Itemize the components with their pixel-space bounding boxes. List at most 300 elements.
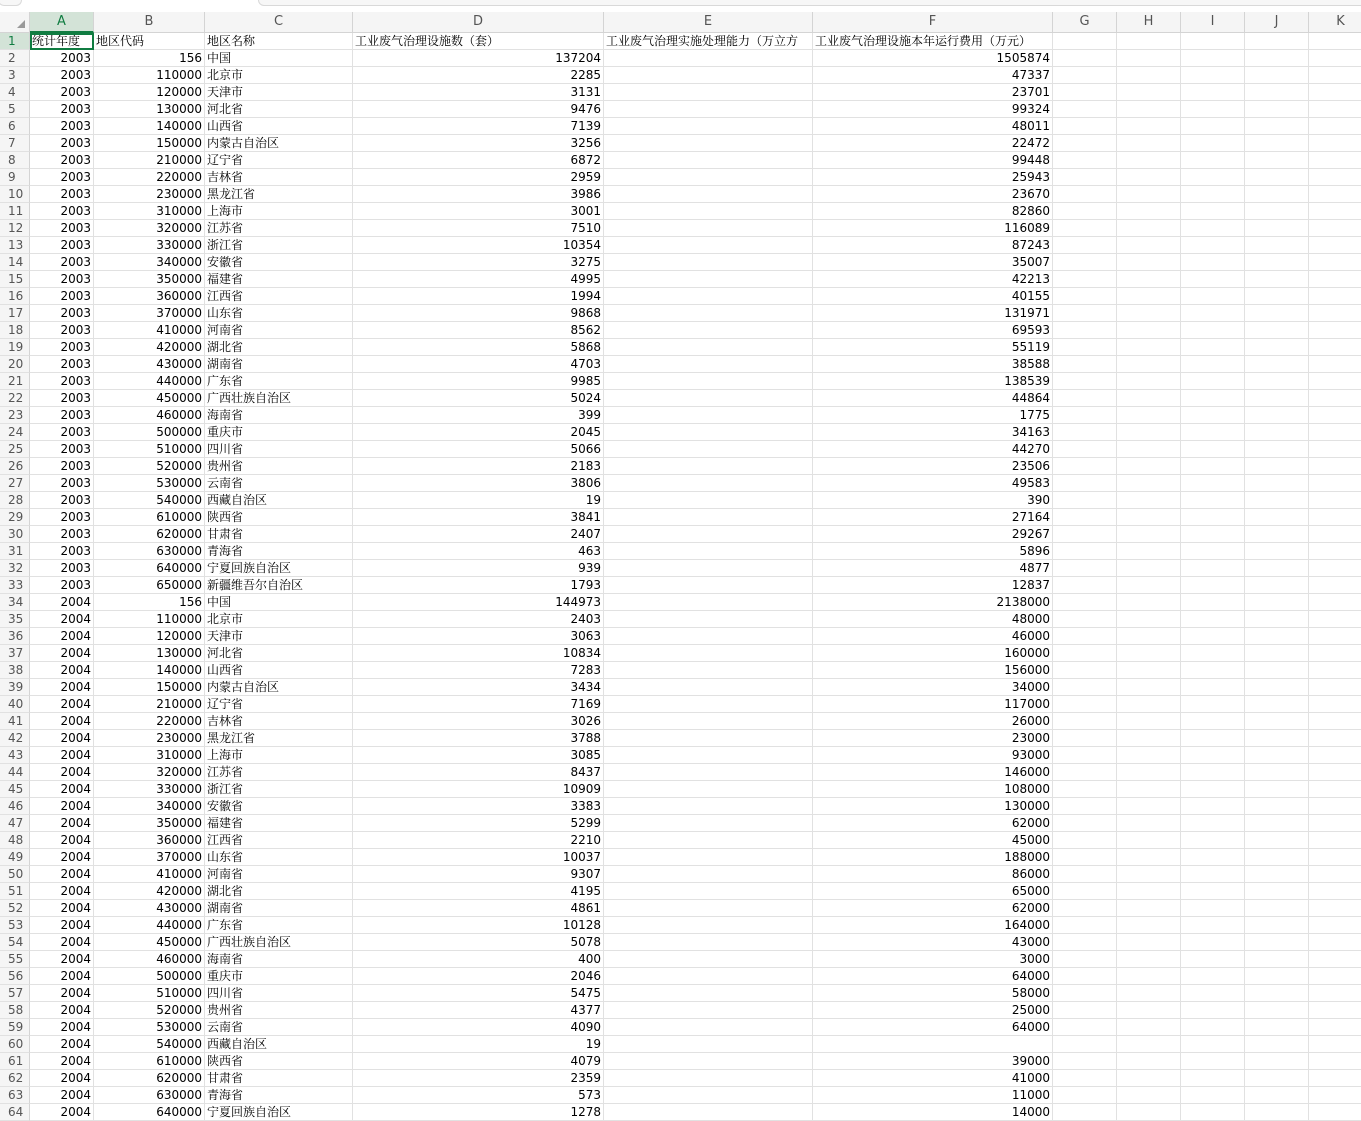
data-cell[interactable] <box>1181 594 1245 611</box>
row-header[interactable]: 1 <box>0 33 30 50</box>
data-cell[interactable]: 2004 <box>30 934 94 951</box>
data-cell[interactable]: 460000 <box>94 951 205 968</box>
data-cell[interactable]: 26000 <box>813 713 1053 730</box>
data-cell[interactable] <box>1309 577 1361 594</box>
data-cell[interactable] <box>1117 781 1181 798</box>
data-cell[interactable]: 2285 <box>353 67 604 84</box>
data-cell[interactable]: 2004 <box>30 968 94 985</box>
data-cell[interactable] <box>604 594 813 611</box>
data-cell[interactable]: 3841 <box>353 509 604 526</box>
header-cell[interactable] <box>1053 33 1117 50</box>
row-header[interactable]: 47 <box>0 815 30 832</box>
data-cell[interactable]: 海南省 <box>205 951 353 968</box>
data-cell[interactable] <box>1053 254 1117 271</box>
data-cell[interactable] <box>1245 883 1309 900</box>
data-cell[interactable]: 5896 <box>813 543 1053 560</box>
data-cell[interactable] <box>604 1019 813 1036</box>
data-cell[interactable] <box>1245 458 1309 475</box>
data-cell[interactable] <box>1117 509 1181 526</box>
row-header[interactable]: 20 <box>0 356 30 373</box>
data-cell[interactable] <box>604 220 813 237</box>
data-cell[interactable]: 530000 <box>94 475 205 492</box>
data-cell[interactable]: 45000 <box>813 832 1053 849</box>
data-cell[interactable] <box>1245 662 1309 679</box>
column-header-c[interactable]: C <box>205 12 353 32</box>
data-cell[interactable] <box>1181 1019 1245 1036</box>
column-header-j[interactable]: J <box>1245 12 1309 32</box>
data-cell[interactable]: 58000 <box>813 985 1053 1002</box>
header-cell[interactable]: 工业废气治理设施本年运行费用（万元） <box>813 33 1053 50</box>
data-cell[interactable]: 86000 <box>813 866 1053 883</box>
data-cell[interactable]: 3063 <box>353 628 604 645</box>
data-cell[interactable] <box>604 475 813 492</box>
data-cell[interactable] <box>1309 951 1361 968</box>
data-cell[interactable] <box>1245 781 1309 798</box>
data-cell[interactable] <box>1117 832 1181 849</box>
data-cell[interactable]: 29267 <box>813 526 1053 543</box>
data-cell[interactable] <box>1245 441 1309 458</box>
data-cell[interactable] <box>1245 186 1309 203</box>
data-cell[interactable]: 2003 <box>30 492 94 509</box>
data-cell[interactable]: 46000 <box>813 628 1053 645</box>
data-cell[interactable] <box>1309 339 1361 356</box>
data-cell[interactable] <box>1053 84 1117 101</box>
data-cell[interactable]: 4377 <box>353 1002 604 1019</box>
data-cell[interactable] <box>1245 1104 1309 1121</box>
data-cell[interactable]: 450000 <box>94 390 205 407</box>
data-cell[interactable]: 河北省 <box>205 101 353 118</box>
data-cell[interactable]: 2210 <box>353 832 604 849</box>
data-cell[interactable]: 吉林省 <box>205 169 353 186</box>
data-cell[interactable] <box>604 424 813 441</box>
data-cell[interactable]: 12837 <box>813 577 1053 594</box>
column-header-g[interactable]: G <box>1053 12 1117 32</box>
data-cell[interactable] <box>1053 985 1117 1002</box>
data-cell[interactable]: 10834 <box>353 645 604 662</box>
header-cell[interactable]: 工业废气治理设施数（套） <box>353 33 604 50</box>
data-cell[interactable] <box>1117 577 1181 594</box>
data-cell[interactable] <box>1053 883 1117 900</box>
data-cell[interactable]: 广西壮族自治区 <box>205 934 353 951</box>
data-cell[interactable] <box>1181 339 1245 356</box>
data-cell[interactable]: 2004 <box>30 1087 94 1104</box>
row-header[interactable]: 62 <box>0 1070 30 1087</box>
data-cell[interactable] <box>1117 441 1181 458</box>
data-cell[interactable]: 65000 <box>813 883 1053 900</box>
data-cell[interactable]: 浙江省 <box>205 237 353 254</box>
data-cell[interactable]: 44864 <box>813 390 1053 407</box>
data-cell[interactable]: 山西省 <box>205 662 353 679</box>
data-cell[interactable] <box>1053 645 1117 662</box>
data-cell[interactable]: 2004 <box>30 1053 94 1070</box>
data-cell[interactable] <box>1245 1002 1309 1019</box>
data-cell[interactable]: 27164 <box>813 509 1053 526</box>
data-cell[interactable] <box>1309 968 1361 985</box>
data-cell[interactable] <box>1117 968 1181 985</box>
data-cell[interactable] <box>1181 628 1245 645</box>
data-cell[interactable] <box>1053 305 1117 322</box>
data-cell[interactable]: 430000 <box>94 356 205 373</box>
data-cell[interactable]: 广东省 <box>205 373 353 390</box>
row-header[interactable]: 35 <box>0 611 30 628</box>
data-cell[interactable]: 9307 <box>353 866 604 883</box>
row-header[interactable]: 27 <box>0 475 30 492</box>
data-cell[interactable] <box>604 288 813 305</box>
data-cell[interactable]: 23506 <box>813 458 1053 475</box>
data-cell[interactable] <box>1053 849 1117 866</box>
data-cell[interactable]: 350000 <box>94 271 205 288</box>
data-cell[interactable]: 2003 <box>30 560 94 577</box>
data-cell[interactable]: 230000 <box>94 186 205 203</box>
data-cell[interactable] <box>1053 407 1117 424</box>
data-cell[interactable] <box>1309 611 1361 628</box>
data-cell[interactable] <box>604 526 813 543</box>
row-header[interactable]: 14 <box>0 254 30 271</box>
data-cell[interactable] <box>604 203 813 220</box>
data-cell[interactable]: 湖南省 <box>205 900 353 917</box>
data-cell[interactable]: 2004 <box>30 645 94 662</box>
data-cell[interactable] <box>1309 985 1361 1002</box>
data-cell[interactable] <box>1117 628 1181 645</box>
data-cell[interactable] <box>604 628 813 645</box>
data-cell[interactable] <box>1309 322 1361 339</box>
data-cell[interactable]: 2003 <box>30 67 94 84</box>
data-cell[interactable]: 22472 <box>813 135 1053 152</box>
data-cell[interactable] <box>604 730 813 747</box>
data-cell[interactable] <box>1245 50 1309 67</box>
data-cell[interactable]: 2003 <box>30 373 94 390</box>
data-cell[interactable] <box>1309 764 1361 781</box>
data-cell[interactable] <box>1053 322 1117 339</box>
data-cell[interactable] <box>1181 509 1245 526</box>
data-cell[interactable] <box>1117 764 1181 781</box>
data-cell[interactable] <box>1309 594 1361 611</box>
data-cell[interactable]: 2003 <box>30 186 94 203</box>
data-cell[interactable] <box>604 849 813 866</box>
data-cell[interactable]: 2004 <box>30 1104 94 1121</box>
data-cell[interactable]: 130000 <box>94 101 205 118</box>
data-cell[interactable] <box>1117 271 1181 288</box>
data-cell[interactable] <box>1181 968 1245 985</box>
data-cell[interactable] <box>1181 407 1245 424</box>
data-cell[interactable]: 5066 <box>353 441 604 458</box>
data-cell[interactable] <box>1309 84 1361 101</box>
row-header[interactable]: 49 <box>0 849 30 866</box>
data-cell[interactable]: 25943 <box>813 169 1053 186</box>
data-cell[interactable]: 640000 <box>94 1104 205 1121</box>
data-cell[interactable] <box>1053 492 1117 509</box>
data-cell[interactable] <box>1181 288 1245 305</box>
header-cell[interactable]: 统计年度 <box>30 33 94 50</box>
data-cell[interactable] <box>1117 1002 1181 1019</box>
data-cell[interactable] <box>1245 271 1309 288</box>
row-header[interactable]: 28 <box>0 492 30 509</box>
row-header[interactable]: 26 <box>0 458 30 475</box>
data-cell[interactable]: 2003 <box>30 135 94 152</box>
data-cell[interactable]: 440000 <box>94 917 205 934</box>
row-header[interactable]: 39 <box>0 679 30 696</box>
data-cell[interactable] <box>1181 373 1245 390</box>
data-cell[interactable]: 2004 <box>30 985 94 1002</box>
data-cell[interactable]: 210000 <box>94 696 205 713</box>
row-header[interactable]: 3 <box>0 67 30 84</box>
column-header-i[interactable]: I <box>1181 12 1245 32</box>
data-cell[interactable]: 2004 <box>30 730 94 747</box>
row-header[interactable]: 9 <box>0 169 30 186</box>
data-cell[interactable] <box>1245 951 1309 968</box>
data-cell[interactable] <box>604 152 813 169</box>
data-cell[interactable] <box>1181 798 1245 815</box>
data-cell[interactable]: 610000 <box>94 509 205 526</box>
data-cell[interactable] <box>1117 900 1181 917</box>
data-cell[interactable]: 2003 <box>30 407 94 424</box>
data-cell[interactable] <box>1245 577 1309 594</box>
data-cell[interactable] <box>1053 679 1117 696</box>
data-cell[interactable]: 9985 <box>353 373 604 390</box>
data-cell[interactable] <box>1181 832 1245 849</box>
data-cell[interactable] <box>1181 696 1245 713</box>
data-cell[interactable]: 4079 <box>353 1053 604 1070</box>
data-cell[interactable] <box>1309 1053 1361 1070</box>
row-header[interactable]: 57 <box>0 985 30 1002</box>
row-header[interactable]: 56 <box>0 968 30 985</box>
data-cell[interactable] <box>1117 611 1181 628</box>
data-cell[interactable] <box>1309 781 1361 798</box>
data-cell[interactable] <box>604 492 813 509</box>
data-cell[interactable]: 2004 <box>30 1019 94 1036</box>
data-cell[interactable] <box>604 339 813 356</box>
data-cell[interactable] <box>1245 475 1309 492</box>
data-cell[interactable] <box>1053 101 1117 118</box>
data-cell[interactable]: 82860 <box>813 203 1053 220</box>
data-cell[interactable] <box>1245 1053 1309 1070</box>
data-cell[interactable] <box>1053 186 1117 203</box>
data-cell[interactable] <box>1309 849 1361 866</box>
data-cell[interactable]: 6872 <box>353 152 604 169</box>
data-cell[interactable]: 10037 <box>353 849 604 866</box>
data-cell[interactable] <box>1309 186 1361 203</box>
data-cell[interactable]: 陕西省 <box>205 509 353 526</box>
data-cell[interactable]: 4995 <box>353 271 604 288</box>
data-cell[interactable]: 370000 <box>94 305 205 322</box>
data-cell[interactable]: 湖北省 <box>205 339 353 356</box>
data-cell[interactable] <box>1053 135 1117 152</box>
data-cell[interactable]: 中国 <box>205 594 353 611</box>
data-cell[interactable]: 3001 <box>353 203 604 220</box>
data-cell[interactable] <box>1053 67 1117 84</box>
data-cell[interactable]: 江苏省 <box>205 220 353 237</box>
data-cell[interactable] <box>1245 543 1309 560</box>
data-cell[interactable] <box>1309 917 1361 934</box>
data-cell[interactable] <box>1117 237 1181 254</box>
data-cell[interactable] <box>1053 50 1117 67</box>
data-cell[interactable] <box>1117 152 1181 169</box>
data-cell[interactable]: 1278 <box>353 1104 604 1121</box>
data-cell[interactable]: 320000 <box>94 220 205 237</box>
data-cell[interactable] <box>1053 543 1117 560</box>
data-cell[interactable]: 330000 <box>94 781 205 798</box>
data-cell[interactable] <box>1053 968 1117 985</box>
data-cell[interactable]: 2003 <box>30 424 94 441</box>
data-cell[interactable]: 463 <box>353 543 604 560</box>
data-cell[interactable]: 湖南省 <box>205 356 353 373</box>
data-cell[interactable]: 江苏省 <box>205 764 353 781</box>
data-cell[interactable]: 1793 <box>353 577 604 594</box>
data-cell[interactable] <box>1117 560 1181 577</box>
data-cell[interactable]: 42213 <box>813 271 1053 288</box>
data-cell[interactable]: 西藏自治区 <box>205 1036 353 1053</box>
data-cell[interactable] <box>1181 84 1245 101</box>
data-cell[interactable] <box>1309 1036 1361 1053</box>
data-cell[interactable]: 640000 <box>94 560 205 577</box>
data-cell[interactable]: 3806 <box>353 475 604 492</box>
data-cell[interactable]: 99324 <box>813 101 1053 118</box>
data-cell[interactable]: 2004 <box>30 866 94 883</box>
data-cell[interactable] <box>1245 1070 1309 1087</box>
data-cell[interactable] <box>1245 492 1309 509</box>
data-cell[interactable]: 38588 <box>813 356 1053 373</box>
data-cell[interactable]: 3256 <box>353 135 604 152</box>
row-header[interactable]: 8 <box>0 152 30 169</box>
data-cell[interactable]: 内蒙古自治区 <box>205 679 353 696</box>
data-cell[interactable] <box>1309 118 1361 135</box>
data-cell[interactable] <box>1309 475 1361 492</box>
data-cell[interactable] <box>1117 101 1181 118</box>
data-cell[interactable] <box>1245 1019 1309 1036</box>
data-cell[interactable]: 440000 <box>94 373 205 390</box>
data-cell[interactable] <box>1245 526 1309 543</box>
data-cell[interactable] <box>1309 356 1361 373</box>
data-cell[interactable] <box>1053 373 1117 390</box>
data-cell[interactable] <box>1309 271 1361 288</box>
data-cell[interactable]: 120000 <box>94 628 205 645</box>
data-cell[interactable]: 2003 <box>30 356 94 373</box>
data-cell[interactable] <box>1309 152 1361 169</box>
data-cell[interactable] <box>1181 186 1245 203</box>
data-cell[interactable]: 广东省 <box>205 917 353 934</box>
data-cell[interactable] <box>604 917 813 934</box>
data-cell[interactable]: 宁夏回族自治区 <box>205 560 353 577</box>
data-cell[interactable] <box>813 1036 1053 1053</box>
data-cell[interactable]: 2004 <box>30 832 94 849</box>
row-header[interactable]: 17 <box>0 305 30 322</box>
data-cell[interactable] <box>1053 832 1117 849</box>
data-cell[interactable]: 9868 <box>353 305 604 322</box>
data-cell[interactable]: 2004 <box>30 679 94 696</box>
data-cell[interactable]: 3275 <box>353 254 604 271</box>
data-cell[interactable] <box>604 322 813 339</box>
row-header[interactable]: 42 <box>0 730 30 747</box>
data-cell[interactable]: 11000 <box>813 1087 1053 1104</box>
data-cell[interactable]: 188000 <box>813 849 1053 866</box>
data-cell[interactable] <box>1181 577 1245 594</box>
data-cell[interactable]: 399 <box>353 407 604 424</box>
data-cell[interactable]: 青海省 <box>205 543 353 560</box>
data-cell[interactable]: 48000 <box>813 611 1053 628</box>
data-cell[interactable] <box>1309 203 1361 220</box>
data-cell[interactable] <box>1181 985 1245 1002</box>
row-header[interactable]: 7 <box>0 135 30 152</box>
data-cell[interactable]: 青海省 <box>205 1087 353 1104</box>
data-cell[interactable] <box>1117 713 1181 730</box>
data-cell[interactable]: 48011 <box>813 118 1053 135</box>
data-cell[interactable] <box>1053 747 1117 764</box>
data-cell[interactable]: 福建省 <box>205 815 353 832</box>
row-header[interactable]: 44 <box>0 764 30 781</box>
data-cell[interactable] <box>1117 169 1181 186</box>
row-header[interactable]: 59 <box>0 1019 30 1036</box>
data-cell[interactable] <box>1245 917 1309 934</box>
data-cell[interactable] <box>604 67 813 84</box>
data-cell[interactable] <box>1117 50 1181 67</box>
data-cell[interactable] <box>1053 815 1117 832</box>
row-header[interactable]: 63 <box>0 1087 30 1104</box>
data-cell[interactable] <box>1181 1070 1245 1087</box>
header-cell[interactable] <box>1245 33 1309 50</box>
data-cell[interactable] <box>1245 594 1309 611</box>
data-cell[interactable]: 2003 <box>30 475 94 492</box>
data-cell[interactable] <box>1309 50 1361 67</box>
data-cell[interactable] <box>1053 220 1117 237</box>
data-cell[interactable]: 390 <box>813 492 1053 509</box>
data-cell[interactable]: 2003 <box>30 254 94 271</box>
data-cell[interactable] <box>1309 628 1361 645</box>
row-header[interactable]: 50 <box>0 866 30 883</box>
data-cell[interactable]: 108000 <box>813 781 1053 798</box>
data-cell[interactable]: 5078 <box>353 934 604 951</box>
data-cell[interactable]: 400 <box>353 951 604 968</box>
data-cell[interactable]: 河南省 <box>205 322 353 339</box>
data-cell[interactable] <box>1309 1087 1361 1104</box>
data-cell[interactable] <box>1309 798 1361 815</box>
data-cell[interactable] <box>1181 271 1245 288</box>
row-header[interactable]: 54 <box>0 934 30 951</box>
data-cell[interactable] <box>1309 254 1361 271</box>
data-cell[interactable] <box>1245 220 1309 237</box>
data-cell[interactable] <box>1117 849 1181 866</box>
data-cell[interactable]: 164000 <box>813 917 1053 934</box>
data-cell[interactable] <box>604 662 813 679</box>
row-header[interactable]: 12 <box>0 220 30 237</box>
data-cell[interactable] <box>1053 509 1117 526</box>
data-cell[interactable] <box>1053 339 1117 356</box>
data-cell[interactable]: 四川省 <box>205 441 353 458</box>
data-cell[interactable] <box>1053 424 1117 441</box>
data-cell[interactable]: 310000 <box>94 747 205 764</box>
data-cell[interactable] <box>1181 662 1245 679</box>
row-header[interactable]: 31 <box>0 543 30 560</box>
data-cell[interactable]: 23701 <box>813 84 1053 101</box>
data-cell[interactable] <box>1245 900 1309 917</box>
data-cell[interactable] <box>1309 1002 1361 1019</box>
data-cell[interactable] <box>604 458 813 475</box>
data-cell[interactable]: 540000 <box>94 1036 205 1053</box>
row-header[interactable]: 10 <box>0 186 30 203</box>
data-cell[interactable] <box>604 883 813 900</box>
data-cell[interactable]: 2004 <box>30 951 94 968</box>
data-cell[interactable]: 4861 <box>353 900 604 917</box>
data-cell[interactable]: 150000 <box>94 679 205 696</box>
data-cell[interactable]: 620000 <box>94 526 205 543</box>
data-cell[interactable] <box>1309 662 1361 679</box>
data-cell[interactable] <box>1245 1036 1309 1053</box>
data-cell[interactable]: 93000 <box>813 747 1053 764</box>
data-cell[interactable] <box>1053 713 1117 730</box>
header-cell[interactable]: 地区代码 <box>94 33 205 50</box>
column-header-d[interactable]: D <box>353 12 604 32</box>
data-cell[interactable]: 8562 <box>353 322 604 339</box>
data-cell[interactable] <box>1309 815 1361 832</box>
